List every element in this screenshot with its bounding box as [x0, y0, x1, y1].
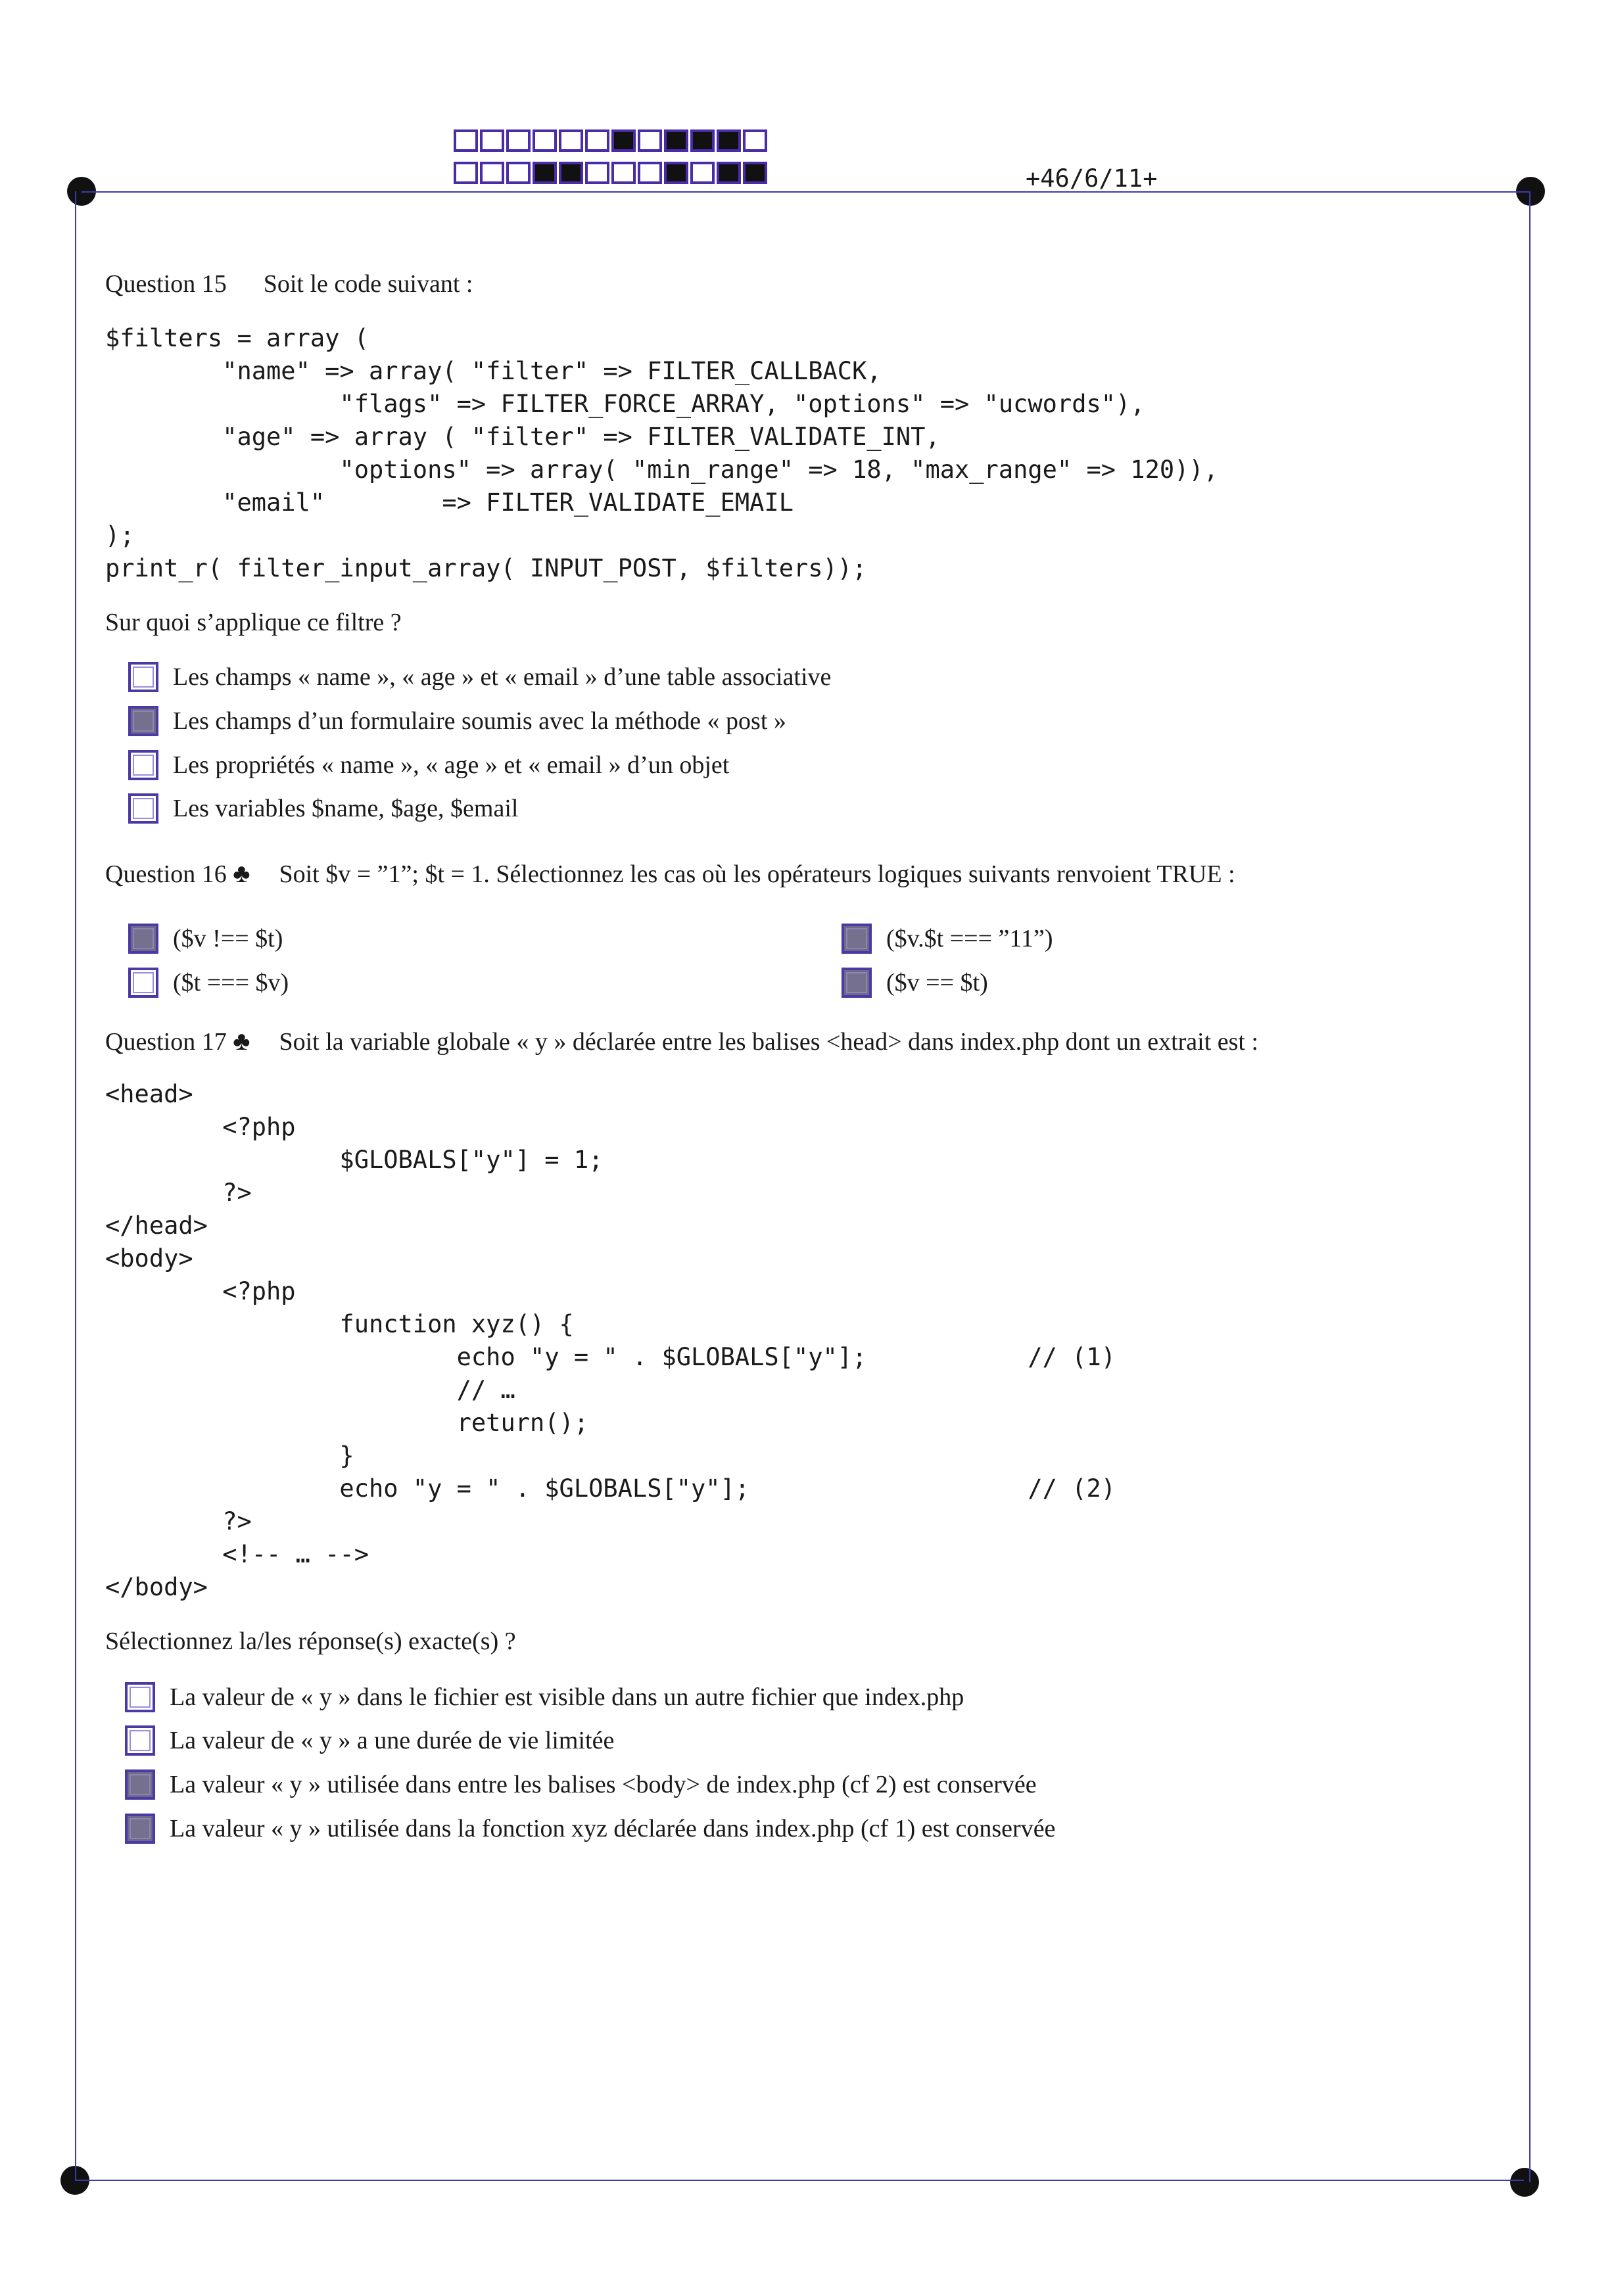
- barcode-cell: [743, 129, 767, 152]
- q15-option-2[interactable]: [128, 706, 786, 736]
- option-label: Les propriétés « name », « age » et « email » d’un objet: [173, 751, 730, 779]
- question-15-prompt: Sur quoi s’applique ce filtre ?: [105, 609, 402, 636]
- checkbox[interactable]: [125, 1725, 155, 1756]
- barcode-cell: [717, 129, 741, 152]
- option-label: Les champs d’un formulaire soumis avec la méthode « post »: [173, 707, 786, 735]
- q15-option-4[interactable]: [128, 793, 518, 824]
- multiple-answer-club-icon: ♣: [233, 1026, 250, 1056]
- barcode-cell: [690, 162, 715, 184]
- barcode-cell: [585, 129, 609, 152]
- barcode-cell: [533, 162, 557, 184]
- barcode-cell: [664, 129, 688, 152]
- barcode-cell: [664, 162, 688, 184]
- question-17-prompt: Sélectionnez la/les réponse(s) exacte(s) ?: [105, 1628, 516, 1655]
- option-label: La valeur « y » utilisée dans entre les balises <body> de index.php (cf 2) est conservée: [170, 1771, 1037, 1798]
- option-label: La valeur de « y » a une durée de vie limitée: [170, 1727, 615, 1754]
- option-label: ($v !== $t): [173, 925, 283, 952]
- barcode-cell: [611, 162, 636, 184]
- registration-mark-bottom-right: [1510, 2168, 1539, 2197]
- barcode-cell: [480, 162, 504, 184]
- question-text: Soit $v = ”1”; $t = 1. Sélectionnez les cas où les opérateurs logiques suivants renvoient TRUE :: [279, 860, 1235, 888]
- question-17-code: <head> <?php $GLOBALS["y"] = 1; ?> </head> <body> <?php function xyz() { echo "y = " . $GLOBALS["y"]; // (1) // … return(); } echo "y = " . $GLOBALS["y"]; // (2) ?> <!-- … --> </body>: [105, 1080, 1116, 1601]
- checkbox[interactable]: [125, 1769, 155, 1800]
- q17-option-1[interactable]: [125, 1682, 964, 1712]
- barcode-cell: [506, 162, 531, 184]
- question-17-title: [105, 1025, 1258, 1056]
- q16-option-2[interactable]: [842, 924, 1053, 954]
- option-label: ($v.$t === ”11”): [886, 925, 1053, 952]
- question-text: Soit le code suivant :: [263, 270, 473, 298]
- checkbox[interactable]: [128, 968, 158, 998]
- question-number: Question 15: [105, 270, 227, 298]
- question-15-code: $filters = array ( "name" => array( "filter" => FILTER_CALLBACK, "flags" => FILTER_FORCE_ARRAY, "options" => "ucwords"), "age" => array ( "filter" => FILTER_VALIDATE_INT, "options" => array( "min_range" => 18, "max_range" => 120)), "email" => FILTER_VALIDATE_EMAIL ); print_r( filter_input_array( INPUT_POST, $filters));: [105, 324, 1218, 582]
- q17-option-4[interactable]: [125, 1814, 1055, 1844]
- barcode-cell: [559, 162, 583, 184]
- option-label: ($v == $t): [886, 969, 988, 996]
- barcode-cell: [533, 129, 557, 152]
- frame-bottom: [75, 2180, 1524, 2181]
- option-label: Les variables $name, $age, $email: [173, 795, 519, 822]
- option-label: ($t === $v): [173, 969, 289, 996]
- checkbox[interactable]: [125, 1682, 155, 1712]
- q16-option-3[interactable]: [128, 968, 289, 998]
- barcode-cell: [638, 162, 662, 184]
- frame-top: [82, 191, 1531, 193]
- checkbox[interactable]: [125, 1814, 155, 1844]
- barcode-cell: [638, 129, 662, 152]
- q17-option-2[interactable]: [125, 1725, 614, 1756]
- checkbox[interactable]: [128, 662, 158, 692]
- q16-option-1[interactable]: [128, 924, 283, 954]
- question-text: Soit la variable globale « y » déclarée entre les balises <head> dans index.php dont un extrait est :: [279, 1028, 1259, 1056]
- barcode-cell: [690, 129, 715, 152]
- barcode-cell: [585, 162, 609, 184]
- barcode-cell: [611, 129, 636, 152]
- barcode-row-2: [454, 162, 769, 184]
- frame-left: [75, 191, 76, 2180]
- question-15-title: [105, 269, 473, 298]
- checkbox[interactable]: [128, 706, 158, 736]
- question-16-title: [105, 858, 1235, 889]
- checkbox[interactable]: [128, 793, 158, 824]
- checkbox[interactable]: [842, 968, 872, 998]
- option-label: Les champs « name », « age » et « email » d’une table associative: [173, 663, 832, 691]
- barcode-cell: [506, 129, 531, 152]
- question-number: Question 16: [105, 860, 227, 888]
- q15-option-3[interactable]: [128, 750, 729, 780]
- checkbox[interactable]: [128, 924, 158, 954]
- barcode-cell: [559, 129, 583, 152]
- barcode-cell: [454, 129, 478, 152]
- multiple-answer-club-icon: ♣: [233, 858, 250, 888]
- q16-option-4[interactable]: [842, 968, 988, 998]
- option-label: La valeur « y » utilisée dans la fonction xyz déclarée dans index.php (cf 1) est conservée: [170, 1815, 1056, 1842]
- q17-option-3[interactable]: [125, 1769, 1037, 1800]
- barcode-cell: [454, 162, 478, 184]
- barcode-row-1: [454, 129, 769, 152]
- option-label: La valeur de « y » dans le fichier est visible dans un autre fichier que index.php: [170, 1683, 964, 1711]
- page-identifier: +46/6/11+: [1026, 164, 1158, 193]
- barcode-cell: [480, 129, 504, 152]
- barcode-cell: [743, 162, 767, 184]
- q15-option-1[interactable]: [128, 662, 831, 692]
- checkbox[interactable]: [128, 750, 158, 780]
- barcode-cell: [717, 162, 741, 184]
- frame-right: [1529, 191, 1531, 2182]
- question-number: Question 17: [105, 1028, 227, 1056]
- checkbox[interactable]: [842, 924, 872, 954]
